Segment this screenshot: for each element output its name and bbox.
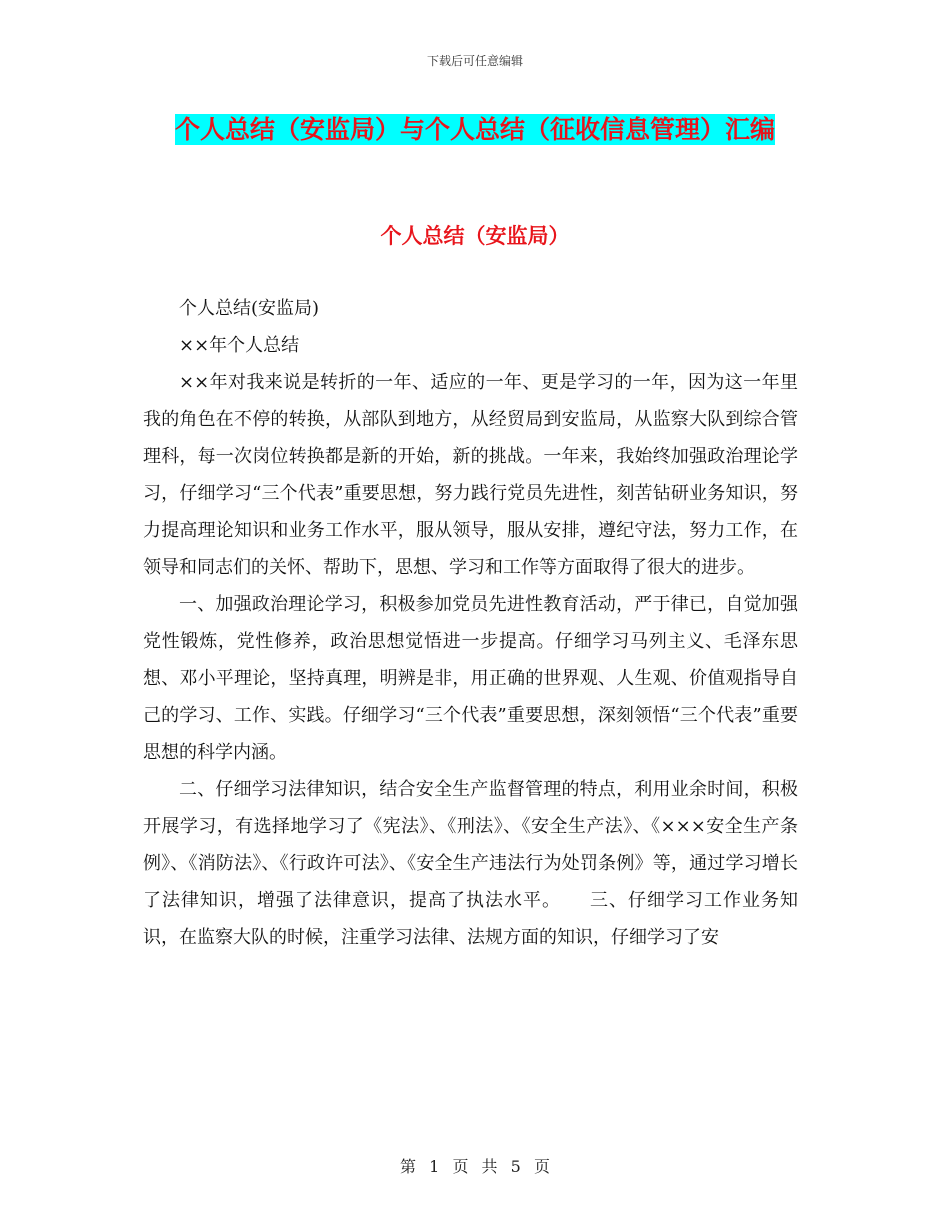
paragraph: 一、加强政治理论学习，积极参加党员先进性教育活动，严于律已，自觉加强党性锻炼，党性修养，政治思想觉悟进一步提高。仔细学习马列主义、毛泽东思想、邓小平理论，坚持真理，明辨是非，用正确的世界观、人生观、价值观指导自己的学习、工作、实践。仔细学习“三个代表”重要思想，深刻领悟“三个代表”重要思想的科学内涵。 [143,594,798,763]
footer-total-pages: 5 [510,1157,521,1176]
body-text [143,290,798,956]
paragraph: ××年对我来说是转折的一年、适应的一年、更是学习的一年，因为这一年里我的角色在不停的转换，从部队到地方，从经贸局到安监局，从监察大队到综合管理科，每一次岗位转换都是新的开始，新的挑战。一年来，我始终加强政治理论学习，仔细学习“三个代表”重要思想，努力践行党员先进性，刻苦钻研业务知识，努力提高理论知识和业务工作水平，服从领导，服从安排，遵纪守法，努力工作，在领导和同志们的关怀、帮助下，思想、学习和工作等方面取得了很大的进步。 [143,372,798,578]
footer-page-number: 1 [429,1157,440,1176]
footer-middle: 页 [452,1157,469,1176]
section-title: 个人总结（安监局） [380,224,570,248]
paragraph: 二、仔细学习法律知识，结合安全生产监督管理的特点，利用业余时间，积极开展学习，有选择地学习了《宪法》、《刑法》、《安全生产法》、《×××安全生产条例》、《消防法》、《行政许可法》、《安全生产违法行为处罚条例》等，通过学习增长了法律知识，增强了法律意识，提高了执法水平。 三、仔细学习工作业务知识，在监察大队的时候，注重学习法律、法规方面的知识，仔细学习了安 [143,779,798,948]
footer-suffix: 页 [533,1157,550,1176]
paragraph: ××年个人总结 [179,335,300,356]
document-title [140,108,810,151]
paragraph: 个人总结(安监局) [179,298,320,319]
page-header: 下载后可任意编辑 [426,54,523,68]
footer-total-label: 共 [481,1157,498,1176]
page-footer [0,1154,950,1177]
document-title-text: 个人总结（安监局）与个人总结（征收信息管理）汇编 [174,115,775,144]
footer-prefix: 第 [400,1157,417,1176]
